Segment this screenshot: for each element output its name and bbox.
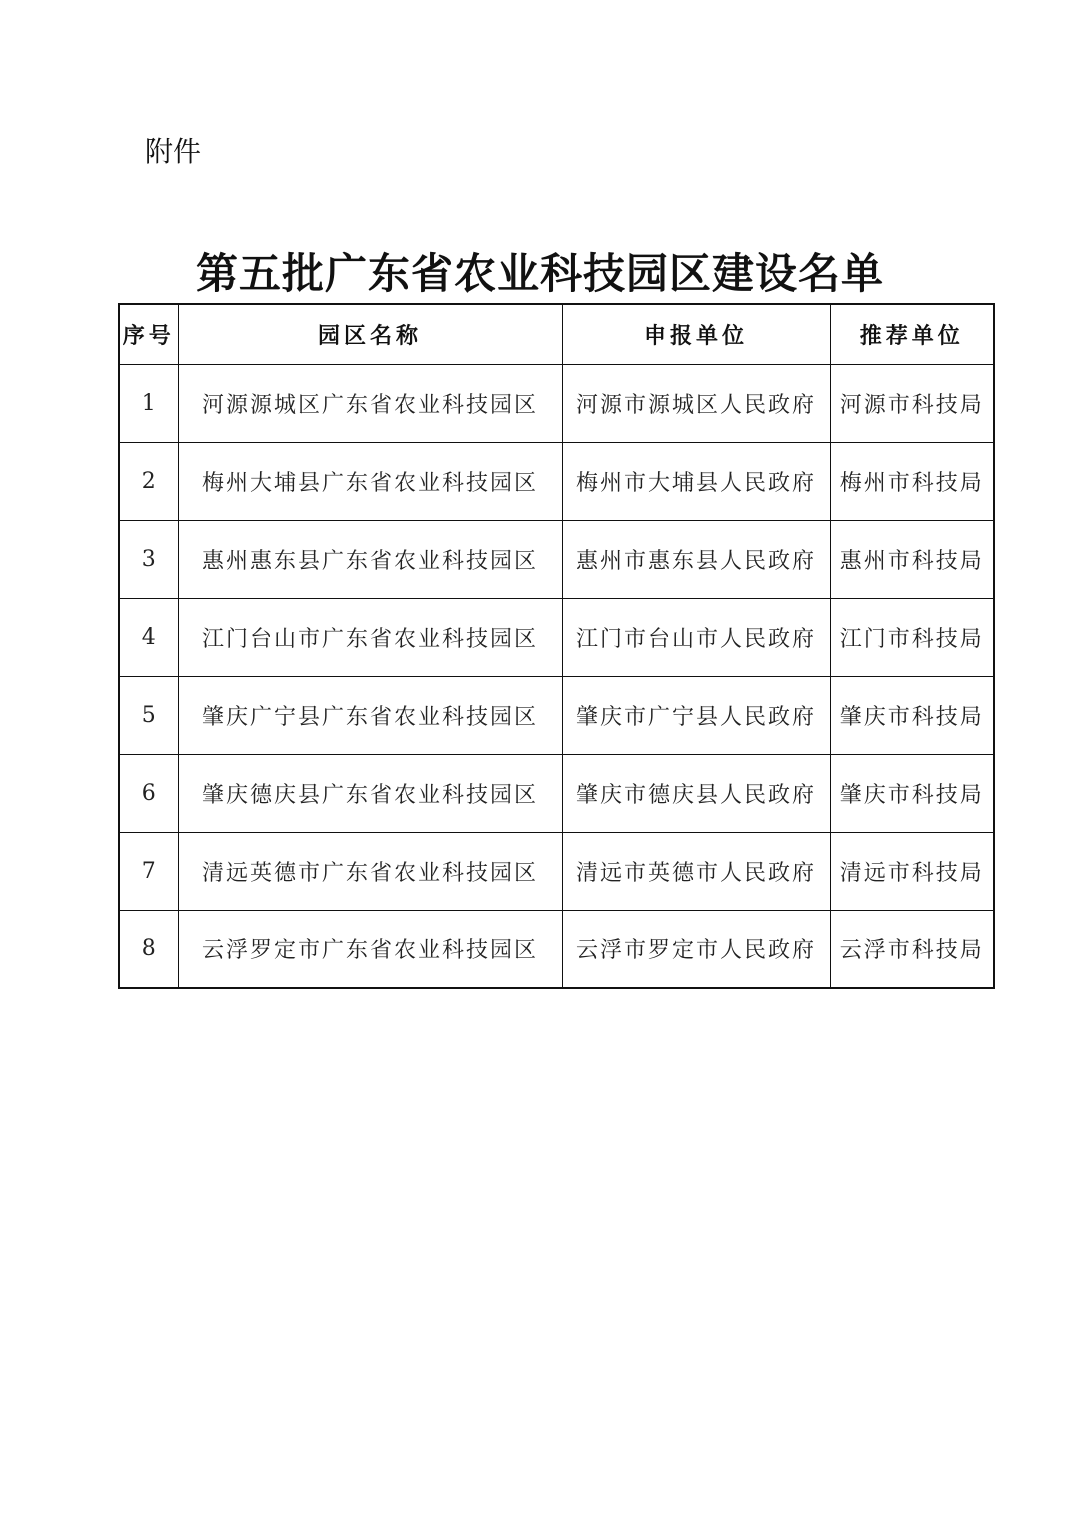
cell-serial-number: 8 <box>119 910 178 988</box>
cell-park-name: 清远英德市广东省农业科技园区 <box>178 832 562 910</box>
header-serial-number: 序号 <box>119 304 178 364</box>
cell-recommender: 肇庆市科技局 <box>830 676 994 754</box>
park-list-table <box>118 303 995 989</box>
cell-recommender: 河源市科技局 <box>830 364 994 442</box>
cell-park-name: 肇庆广宁县广东省农业科技园区 <box>178 676 562 754</box>
cell-serial-number: 2 <box>119 442 178 520</box>
header-park-name: 园区名称 <box>178 304 562 364</box>
cell-serial-number: 4 <box>119 598 178 676</box>
cell-applicant: 云浮市罗定市人民政府 <box>562 910 830 988</box>
cell-park-name: 云浮罗定市广东省农业科技园区 <box>178 910 562 988</box>
table-header-row <box>119 304 994 364</box>
document-title: 第五批广东省农业科技园区建设名单 <box>195 249 884 298</box>
cell-recommender: 肇庆市科技局 <box>830 754 994 832</box>
cell-recommender: 清远市科技局 <box>830 832 994 910</box>
cell-park-name: 肇庆德庆县广东省农业科技园区 <box>178 754 562 832</box>
cell-applicant: 河源市源城区人民政府 <box>562 364 830 442</box>
cell-recommender: 惠州市科技局 <box>830 520 994 598</box>
cell-applicant: 清远市英德市人民政府 <box>562 832 830 910</box>
cell-applicant: 肇庆市广宁县人民政府 <box>562 676 830 754</box>
header-recommender: 推荐单位 <box>830 304 994 364</box>
cell-applicant: 肇庆市德庆县人民政府 <box>562 754 830 832</box>
cell-applicant: 江门市台山市人民政府 <box>562 598 830 676</box>
cell-serial-number: 7 <box>119 832 178 910</box>
table-row <box>119 832 994 910</box>
header-applicant: 申报单位 <box>562 304 830 364</box>
cell-park-name: 惠州惠东县广东省农业科技园区 <box>178 520 562 598</box>
table-row <box>119 910 994 988</box>
attachment-label: 附件 <box>145 135 202 168</box>
cell-serial-number: 5 <box>119 676 178 754</box>
cell-serial-number: 3 <box>119 520 178 598</box>
table-row <box>119 364 994 442</box>
cell-recommender: 云浮市科技局 <box>830 910 994 988</box>
table-row <box>119 598 994 676</box>
table-row <box>119 520 994 598</box>
cell-applicant: 梅州市大埔县人民政府 <box>562 442 830 520</box>
cell-serial-number: 1 <box>119 364 178 442</box>
table-row <box>119 442 994 520</box>
cell-park-name: 河源源城区广东省农业科技园区 <box>178 364 562 442</box>
table-row <box>119 676 994 754</box>
table-row <box>119 754 994 832</box>
cell-park-name: 梅州大埔县广东省农业科技园区 <box>178 442 562 520</box>
cell-serial-number: 6 <box>119 754 178 832</box>
cell-recommender: 江门市科技局 <box>830 598 994 676</box>
cell-applicant: 惠州市惠东县人民政府 <box>562 520 830 598</box>
cell-recommender: 梅州市科技局 <box>830 442 994 520</box>
cell-park-name: 江门台山市广东省农业科技园区 <box>178 598 562 676</box>
